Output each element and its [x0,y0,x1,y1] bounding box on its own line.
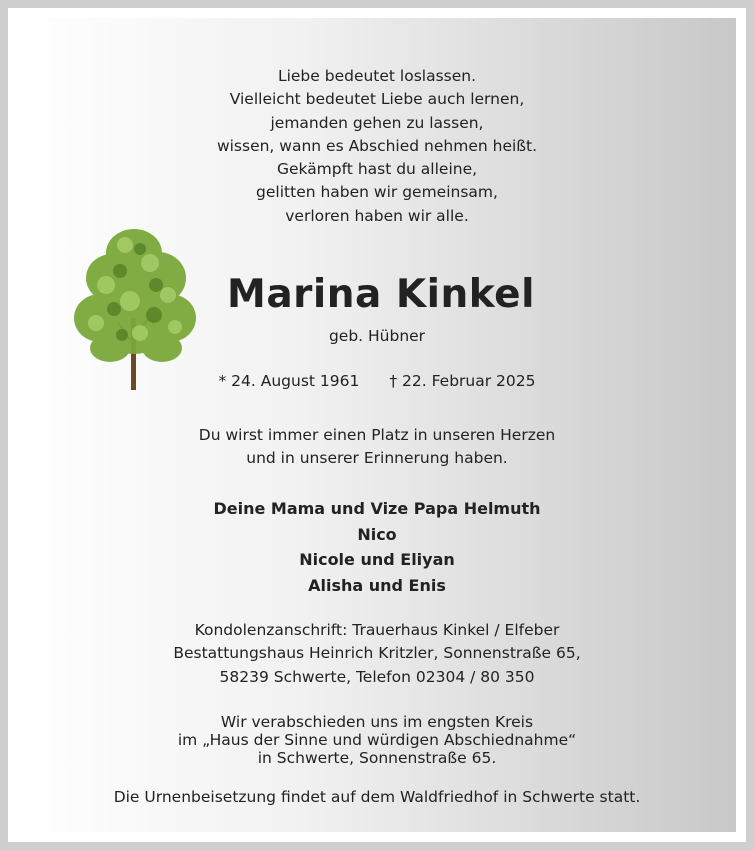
contact-line: Bestattungshaus Heinrich Kritzler, Sonnenstraße 65, [173,644,581,663]
notice-frame [8,8,746,842]
poem-line: Gekämpft hast du alleine, [276,160,478,179]
memory-line: Du wirst immer einen Platz in unseren Herzen [198,426,556,444]
burial-info: Die Urnenbeisetzung findet auf dem Waldfriedhof in Schwerte statt. [113,788,641,806]
birth-name: geb. Hübner [328,327,426,345]
family-member: Alisha und Enis [308,575,446,595]
farewell-line: Wir verabschieden uns im engsten Kreis [220,713,534,731]
deceased-name [18,272,736,317]
condolence-address [18,619,736,689]
deceased-name-text: Marina Kinkel [227,272,535,317]
birth-date: * 24. August 1961 [218,372,360,390]
family-member: Nicole und Eliyan [299,550,455,569]
farewell-line: im „Haus der Sinne und würdigen Abschiednahme“ [177,731,577,749]
poem-line: wissen, wann es Abschied nehmen heißt. [216,136,538,155]
poem-line: Liebe bedeutet loslassen. [277,67,477,85]
memory-text [18,424,736,471]
poem-line: gelitten haben wir gemeinsam, [256,183,498,202]
poem-line: jemanden gehen zu lassen, [270,113,484,132]
poem-line: Vielleicht bedeutet Liebe auch lernen, [229,90,525,109]
poem-line: verloren haben wir alle. [285,206,469,225]
family-member: Deine Mama und Vize Papa Helmuth [213,499,541,518]
poem [18,65,736,228]
death-date: † 22. Februar 2025 [389,372,536,390]
contact-line: 58239 Schwerte, Telefon 02304 / 80 350 [219,667,535,686]
farewell-text [18,713,736,767]
contact-line: Kondolenzanschrift: Trauerhaus Kinkel / Elfeber [194,621,560,639]
family-list [18,496,736,598]
obituary-card [18,18,736,832]
life-dates [18,372,736,390]
farewell-line: in Schwerte, Sonnenstraße 65. [257,749,497,767]
memory-line: und in unserer Erinnerung haben. [246,449,508,468]
family-member: Nico [357,524,397,544]
